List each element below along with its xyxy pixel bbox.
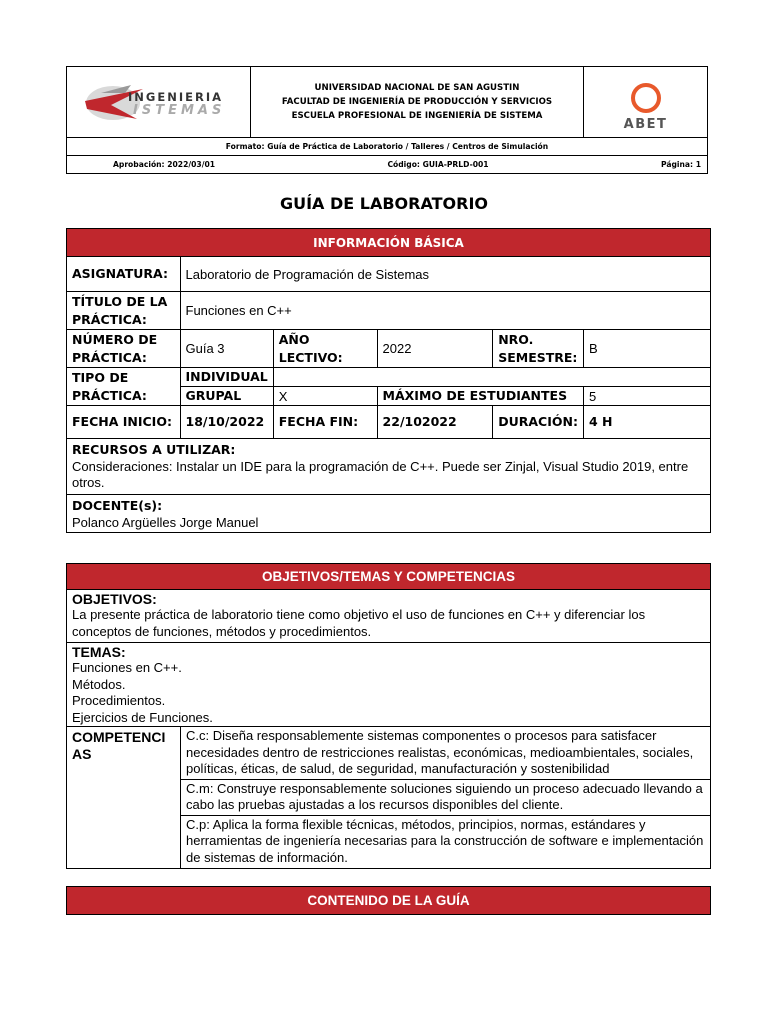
duracion-value: 4 H (583, 406, 710, 439)
abet-circle-icon (628, 80, 664, 116)
titulo-label: TÍTULO DE LA PRÁCTICA: (67, 292, 181, 330)
basic-info-table (66, 228, 711, 533)
objetivos-cell (67, 590, 711, 643)
semestre-label: NRO. SEMESTRE: (493, 330, 584, 368)
anio-value: 2022 (377, 330, 493, 368)
approval-date: Aprobación: 2022/03/01 (113, 160, 216, 169)
logo-cell (67, 67, 251, 138)
titulo-value: Funciones en C++ (180, 292, 711, 330)
temas-title: TEMAS: (72, 644, 126, 660)
docente-label: DOCENTE(s): (72, 498, 163, 513)
grupal-value: X (273, 387, 377, 406)
document-code: Código: GUIA-PRLD-001 (387, 160, 489, 169)
tema-item: Métodos. (72, 676, 126, 692)
individual-label: INDIVIDUAL (180, 368, 273, 387)
abet-logo-text: ABET (623, 116, 668, 132)
page-number: Página: 1 (660, 160, 701, 169)
faculty-name: FACULTAD DE INGENIERÍA DE PRODUCCIÓN Y SERVICIOS (281, 97, 553, 107)
asignatura-label: ASIGNATURA: (67, 257, 181, 292)
competencia-item: C.m: Construye responsablemente soluciones siguiendo un proceso adecuado llevando a cabo las pruebas ajustadas a los recursos disponibles del cliente. (181, 779, 711, 815)
temas-cell (67, 643, 711, 727)
tema-item: Procedimientos. (72, 693, 166, 708)
duracion-label: DURACIÓN: (493, 406, 584, 439)
university-name: UNIVERSIDAD NACIONAL DE SAN AGUSTIN (314, 83, 520, 93)
approval-row (67, 156, 708, 174)
competencia-item: C.p: Aplica la forma flexible técnicas, métodos, principios, normas, estándares y herramientas de ingeniería necesarias para la construcción de software e implementación de sistemas de información. (181, 815, 711, 869)
objectives-table (66, 563, 711, 869)
recursos-label: RECURSOS A UTILIZAR: (72, 442, 236, 457)
objectives-band: OBJETIVOS/TEMAS Y COMPETENCIAS (67, 564, 711, 590)
format-line: Formato: Guía de Práctica de Laboratorio / Talleres / Centros de Simulación (67, 138, 708, 156)
document-header (66, 66, 708, 174)
school-name: ESCUELA PROFESIONAL DE INGENIERÍA DE SISTEMA (291, 111, 543, 121)
competencia-item: C.c: Diseña responsablemente sistemas componentes o procesos para satisfacer necesidades dentro de restricciones realistas, económicas, medioambientales, sociales, políticas, éticas, de salud, de seguridad, manufacturación y sostenibilidad (181, 727, 711, 780)
tipo-label: TIPO DE PRÁCTICA: (67, 368, 181, 406)
max-estudiantes-label: MÁXIMO DE ESTUDIANTES (377, 387, 583, 406)
content-band: CONTENIDO DE LA GUÍA (66, 886, 711, 915)
logo-text-sistemas: ISTEMAS (133, 103, 226, 118)
semestre-value: B (583, 330, 710, 368)
individual-value (273, 368, 710, 387)
docente-cell (67, 495, 711, 533)
tema-item: Funciones en C++. (72, 660, 182, 675)
objetivos-title: OBJETIVOS: (72, 591, 157, 607)
objetivos-text: La presente práctica de laboratorio tiene como objetivo el uso de funciones en C++ y diferenciar los conceptos de funciones, métodos y procedimientos. (72, 607, 646, 639)
recursos-cell (67, 439, 711, 495)
recursos-value: Consideraciones: Instalar un IDE para la programación de C++. Puede ser Zinjal, Visual Studio 2019, entre otros. (72, 459, 689, 490)
max-estudiantes-value: 5 (583, 387, 710, 406)
abet-cell (584, 67, 708, 138)
numero-label: NÚMERO DE PRÁCTICA: (67, 330, 181, 368)
numero-value: Guía 3 (180, 330, 273, 368)
docente-value: Polanco Argüelles Jorge Manuel (72, 515, 259, 530)
fecha-inicio-label: FECHA INICIO: (67, 406, 181, 439)
grupal-label: GRUPAL (180, 387, 273, 406)
fecha-fin-label: FECHA FIN: (273, 406, 377, 439)
ingenieria-sistemas-logo (67, 67, 250, 137)
basic-info-band: INFORMACIÓN BÁSICA (67, 229, 711, 257)
institution-cell (251, 67, 584, 138)
competencias-label: COMPETENCIAS (67, 727, 181, 869)
tema-item: Ejercicios de Funciones. (72, 709, 213, 725)
logo-text-ingenieria: INGENIERIA (128, 90, 223, 104)
fecha-inicio-value: 18/10/2022 (180, 406, 273, 439)
document-title: GUÍA DE LABORATORIO (279, 194, 489, 213)
fecha-fin-value: 22/102022 (377, 406, 493, 439)
anio-label: AÑO LECTIVO: (273, 330, 377, 368)
asignatura-value: Laboratorio de Programación de Sistemas (180, 257, 711, 292)
